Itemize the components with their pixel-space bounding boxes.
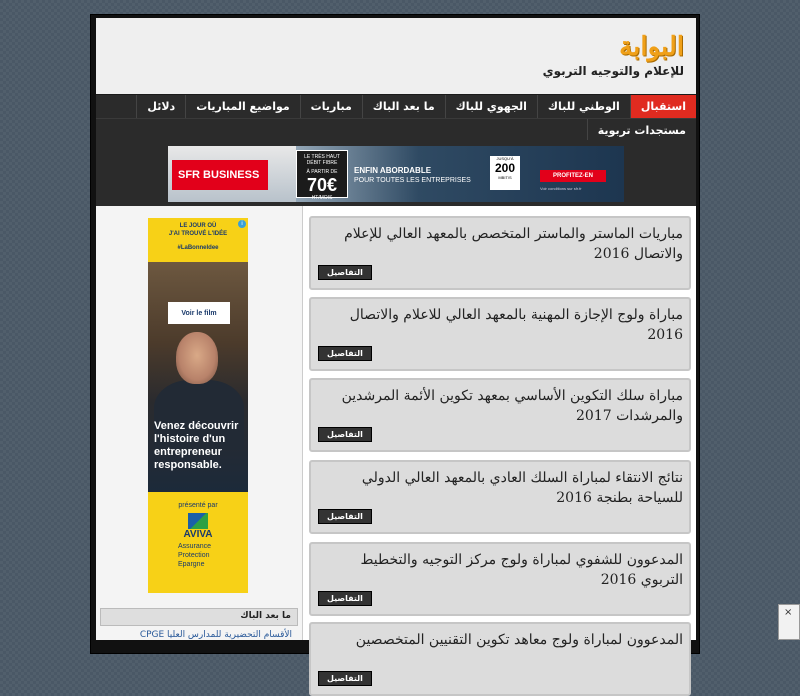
posts-column xyxy=(302,206,696,683)
aviva-ad-line1: LE JOUR OÙ xyxy=(179,223,217,229)
ad-speed-unit: MBIT/S xyxy=(498,175,512,180)
info-icon[interactable]: i xyxy=(238,220,246,228)
nav-row-primary xyxy=(96,95,696,118)
aviva-ad-footer xyxy=(148,492,248,593)
watch-film-button[interactable]: Voir le film xyxy=(168,302,230,324)
ad-tagline-bold: ENFIN ABORDABLE xyxy=(354,166,432,175)
post-title[interactable]: نتائج الانتقاء لمباراة السلك العادي بالمعهد العالي الدولي للسياحة بطنجة 2016 xyxy=(361,470,683,506)
post-title[interactable]: المدعوون لمباراة ولوج معاهد تكوين التقنيين المتخصصين xyxy=(355,632,683,648)
aviva-service-2: Protection xyxy=(178,552,210,559)
post-title[interactable]: مباراة ولوج الإجازة المهنية بالمعهد العالي للاعلام والاتصال 2016 xyxy=(349,307,683,343)
close-icon[interactable]: × xyxy=(784,607,793,618)
site-title: البوابة xyxy=(619,32,684,62)
aviva-ad[interactable] xyxy=(148,218,248,593)
nav-item-regional-bac[interactable]: الجهوي للباك xyxy=(445,95,537,118)
details-button[interactable]: التفاصيل xyxy=(318,509,372,524)
person-face xyxy=(176,332,218,384)
aviva-brand: AVIVA xyxy=(183,529,213,540)
top-ad-bar xyxy=(96,140,696,206)
ad-tagline xyxy=(354,166,471,185)
main-nav xyxy=(96,94,696,140)
ad-speed: 200 xyxy=(494,161,516,175)
post-card xyxy=(309,460,691,534)
presented-by: présenté par xyxy=(178,502,218,509)
details-button[interactable]: التفاصيل xyxy=(318,671,372,686)
ad-conditions: Voir conditions sur sfr.fr xyxy=(540,186,582,191)
aviva-logo-icon xyxy=(188,513,208,529)
details-button[interactable]: التفاصيل xyxy=(318,427,372,442)
ad-cta-button[interactable]: PROFITEZ-EN xyxy=(540,170,606,182)
aviva-ad-line2: J'AI TROUVÉ L'IDÉE xyxy=(168,231,228,237)
nav-row-secondary xyxy=(96,118,696,141)
aviva-service-3: Epargne xyxy=(178,561,205,568)
aviva-ad-header xyxy=(148,218,248,262)
nav-item-national-bac[interactable]: الوطني للباك xyxy=(537,95,630,118)
entrepreneur-photo xyxy=(148,262,248,492)
nav-item-education-news[interactable]: مستجدات تربوية xyxy=(587,119,696,142)
content-area xyxy=(96,206,696,683)
ad-price-suffix: HT/MOIS xyxy=(311,195,333,201)
nav-item-home[interactable]: استقبال xyxy=(630,95,696,118)
ad-tagline-text: POUR TOUTES LES ENTREPRISES xyxy=(354,177,471,184)
ad-speed-prefix: JUSQU'À xyxy=(496,156,514,161)
ad-price-badge xyxy=(296,150,348,201)
nav-item-contests[interactable]: مباريات xyxy=(300,95,362,118)
sfr-logo: SFR BUSINESS xyxy=(172,160,268,190)
nav-item-guides[interactable]: دلائل xyxy=(136,95,185,118)
aviva-ad-hashtag: #LaBonneIdee xyxy=(177,245,219,251)
nav-item-contest-topics[interactable]: مواضيع المباريات xyxy=(185,95,299,118)
post-card xyxy=(309,622,691,696)
nav-item-after-bac[interactable]: ما بعد الباك xyxy=(362,95,445,118)
ad-price: 70€ xyxy=(306,175,338,195)
widget-title: ما بعد الباك xyxy=(100,608,298,626)
ad-speed-badge xyxy=(490,156,520,190)
sidebar xyxy=(96,206,302,640)
details-button[interactable]: التفاصيل xyxy=(318,346,372,361)
post-title[interactable]: المدعوون للشفوي لمباراة ولوج مركز التوجيه والتخطيط التربوي 2016 xyxy=(360,552,683,588)
aviva-ad-headline: Venez découvrir l'histoire d'un entrepreneur responsable. xyxy=(154,420,239,471)
sfr-ad-banner[interactable] xyxy=(168,146,624,202)
site-logo[interactable] xyxy=(543,32,684,78)
details-button[interactable]: التفاصيل xyxy=(318,591,372,606)
widget-link[interactable]: الأقسام التحضيرية للمدارس العليا CPGE xyxy=(139,630,292,640)
ad-price-top: LE TRÈS HAUT DÉBIT FIBRE xyxy=(304,154,340,166)
details-button[interactable]: التفاصيل xyxy=(318,265,372,280)
post-card xyxy=(309,297,691,371)
post-card xyxy=(309,378,691,452)
post-card xyxy=(309,216,691,290)
ad-price-prefix: À PARTIR DE xyxy=(306,169,338,175)
aviva-service-1: Assurance xyxy=(178,543,212,550)
post-card xyxy=(309,542,691,616)
site-header xyxy=(96,18,696,94)
site-subtitle: للإعلام والتوجيه التربوي xyxy=(542,64,684,78)
floating-widget xyxy=(778,604,800,640)
post-title[interactable]: مباراة سلك التكوين الأساسي بمعهد تكوين الأئمة المرشدين والمرشدات 2017 xyxy=(341,388,683,424)
aviva-services xyxy=(148,542,248,569)
post-title[interactable]: مباريات الماستر والماستر المتخصص بالمعهد العالي للإعلام والاتصال 2016 xyxy=(344,226,683,262)
